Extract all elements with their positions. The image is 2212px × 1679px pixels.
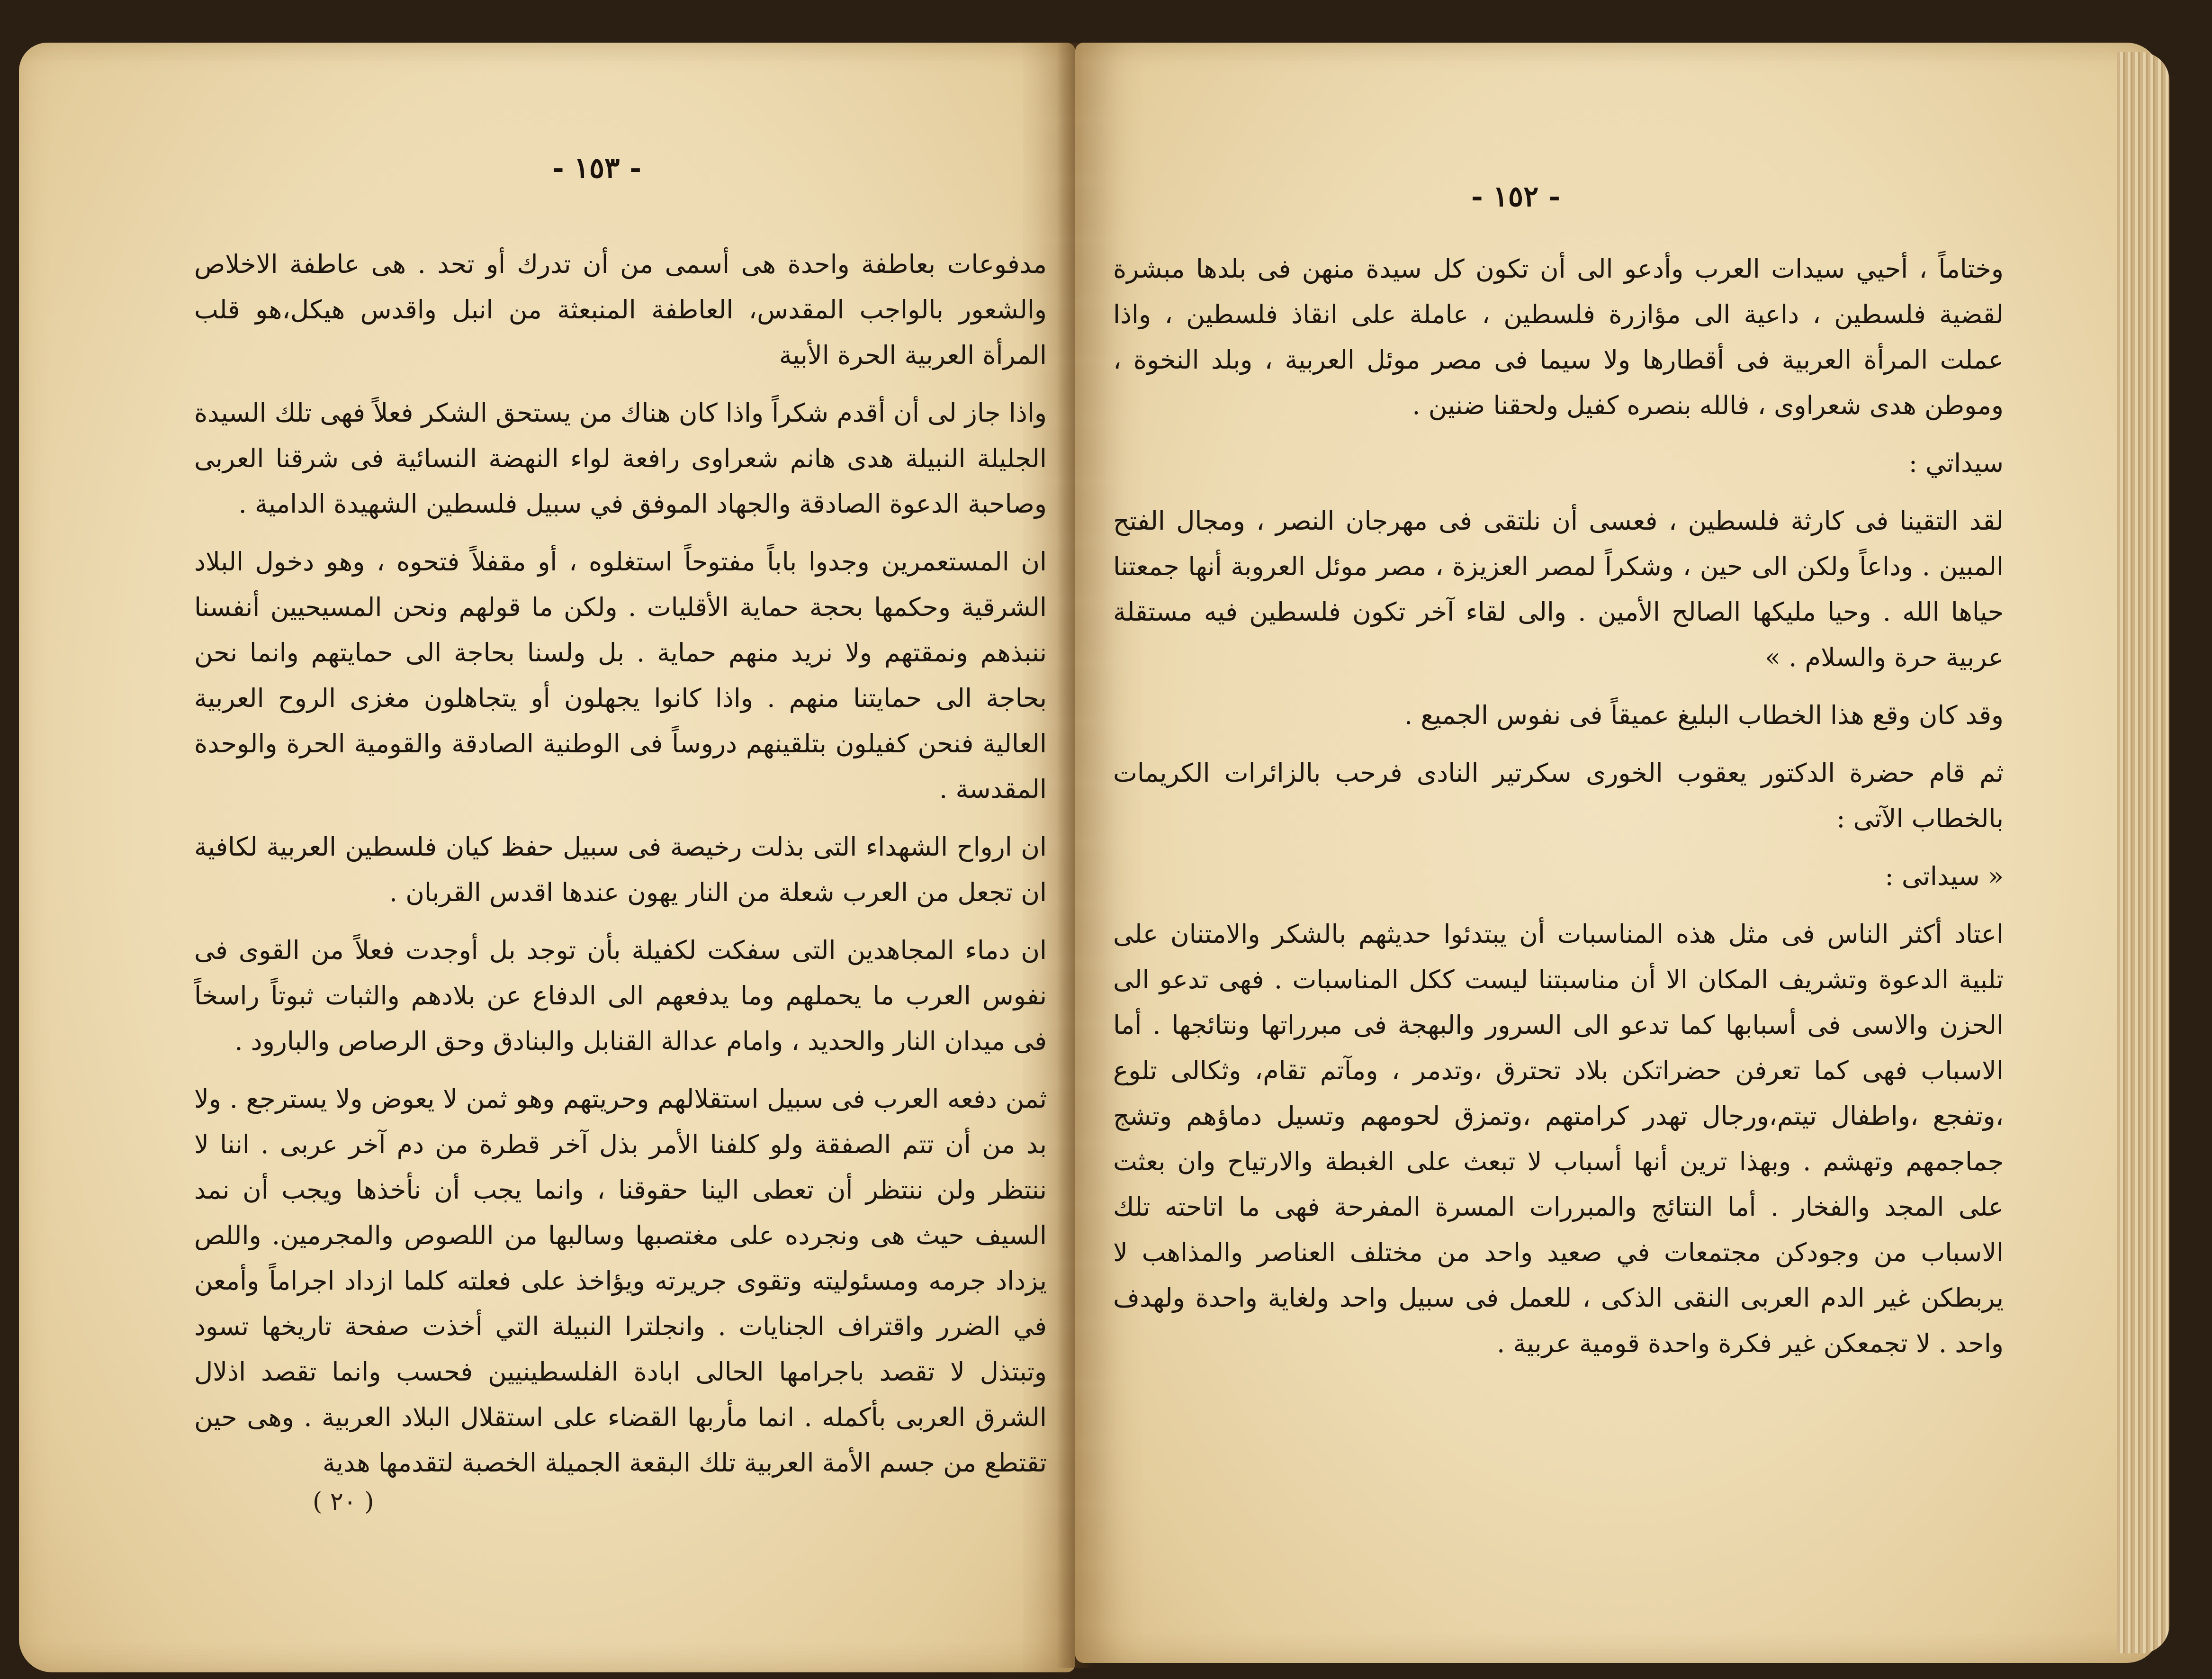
right-page-body (1113, 246, 2004, 1366)
signature-mark: ( ٢٠ ) (313, 1488, 374, 1516)
paragraph: وختاماً ، أحيي سيدات العرب وأدعو الى أن تكون كل سيدة منهن فى بلدها مبشرة لقضية فلسطين ، داعية الى مؤازرة فلسطين ، عاملة على انقاذ فلسطين ، واذا عملت المرأة العربية فى أقطارها ولا سيما فى مصر موئل العربية ، وبلد النخوة ، وموطن هدى شعراوى ، فالله بنصره كفيل ولحقنا ضنين . (1113, 254, 2004, 420)
paragraph: مدفوعات بعاطفة واحدة هى أسمى من أن تدرك أو تحد . هى عاطفة الاخلاص والشعور بالواجب المقدس، العاطفة المنبعثة من انبل واقدس هيكل،هو قلب المرأة العربية الحرة الأبية (194, 249, 1047, 370)
paragraph: ثم قام حضرة الدكتور يعقوب الخورى سكرتير النادى فرحب بالزائرات الكريمات بالخطاب الآتى : (1113, 758, 2004, 833)
paragraph: سيداتي : (1908, 448, 2004, 478)
page-number: - ١٥٣ - (552, 152, 642, 185)
left-page (19, 43, 1075, 1672)
paragraph: ثمن دفعه العرب فى سبيل استقلالهم وحريتهم وهو ثمن لا يعوض ولا يسترجع . ولا بد من أن تتم الصفقة ولو كلفنا الأمر بذل آخر قطرة من دم آخر عربى . اننا لا ننتظر ولن ننتظر أن تعطى الينا حقوقنا ، وانما يجب أن نأخذها ويجب أن نمد السيف حيث هى ونجرده على مغتصبها وسالبها من اللصوص والمجرمين. واللص يزداد جرمه ومسئوليته وتقوى جريرته ويؤاخذ على فعلته كلما ازداد اجراماً وأمعن في الضرر واقتراف الجنايات . وانجلترا النبيلة التي أخذت صفحة تاريخها تسود وتبتذل لا تقصد باجرامها الحالى ابادة الفلسطينيين فحسب وانما تقصد اذلال الشرق العربى بأكمله . انما مأربها القضاء على استقلال البلاد العربية . وهى حين تقتطع من جسم الأمة العربية تلك البقعة الجميلة الخصبة لتقدمها هدية (194, 1084, 1047, 1478)
left-page-body (194, 242, 1047, 1486)
paragraph: « سيداتى : (1885, 861, 2004, 891)
paragraph: ان المستعمرين وجدوا باباً مفتوحاً استغلوه ، أو مقفلاً فتحوه ، وهو دخول البلاد الشرقية وحكمها بحجة حماية الأقليات . ولكن ما قولهم ونحن المسيحيين أنفسنا ننبذهم ونمقتهم ولا نريد منهم حماية . بل ولسنا بحاجة الى حمايتهم وانما نحن بحاجة الى حمايتنا منهم . واذا كانوا يجهلون أو يتجاهلون مغزى الروح العربية العالية فنحن كفيلون بتلقينهم دروساً فى الوطنية الصادقة والقومية الحرة والوحدة المقدسة . (194, 547, 1047, 804)
right-page (1075, 43, 2160, 1663)
paragraph: اعتاد أكثر الناس فى مثل هذه المناسبات أن يبتدئوا حديثهم بالشكر والامتنان على تلبية الدعوة وتشريف المكان الا أن مناسبتنا ليست ككل المناسبات . فهى تدعو الى الحزن والاسى فى أسبابها كما تدعو الى السرور والبهجة فى مبرراتها ونتائجها . أما الاسباب فهى كما تعرفن حضراتكن بلاد تحترق ،وتدمر ، ومآتم تقام، وثكالى تلوع ،وتفجع ،واطفال تيتم،ورجال تهدر كرامتهم ،وتمزق لحومهم وتسيل دماؤهم وتشج جماجمهم وتهشم . وبهذا ترين أنها أسباب لا تبعث على الغبطة والارتياح وان بعثت على المجد والفخار . أما النتائج والمبررات المسرة المفرحة فهى ما اتاحته تلك الاسباب من وجودكن مجتمعات في صعيد واحد من مختلف العناصر والمذاهب لا يربطكن غير الدم العربى النقى الذكى ، للعمل فى سبيل واحد ولغاية واحدة ولهدف واحد . لا تجمعكن غير فكرة واحدة قومية عربية . (1113, 919, 2004, 1358)
paragraph: لقد التقينا فى كارثة فلسطين ، فعسى أن نلتقى فى مهرجان النصر ، ومجال الفتح المبين . وداعاً ولكن الى حين ، وشكراً لمصر العزيزة ، مصر موئل العروبة أنها جمعتنا حياها الله . وحيا مليكها الصالح الأمين . والى لقاء آخر تكون فلسطين فيه مستقلة عربية حرة والسلام . » (1113, 506, 2004, 672)
paragraph: ان دماء المجاهدين التى سفكت لكفيلة بأن توجد بل أوجدت فعلاً من القوى فى نفوس العرب ما يحملهم وما يدفعهم الى الدفاع عن بلادهم والثبات ثبوتاً راسخاً فى ميدان النار والحديد ، وامام عدالة القنابل والبنادق وحق الرصاص والبارود . (194, 935, 1047, 1056)
paragraph: وقد كان وقع هذا الخطاب البليغ عميقاً فى نفوس الجميع . (1404, 700, 2004, 730)
page-number: - ١٥٢ - (1471, 180, 1561, 213)
paragraph: ان ارواح الشهداء التى بذلت رخيصة فى سبيل حفظ كيان فلسطين العربية لكافية ان تجعل من العرب شعلة من النار يهون عندها اقدس القربان . (194, 832, 1047, 907)
paragraph: واذا جاز لى أن أقدم شكراً واذا كان هناك من يستحق الشكر فعلاً فهى تلك السيدة الجليلة النبيلة هدى هانم شعراوى رافعة لواء النهضة النسائية فى شرقنا العربى وصاحبة الدعوة الصادقة والجهاد الموفق في سبيل فلسطين الشهيدة الدامية . (194, 398, 1047, 519)
page-edges (2117, 52, 2169, 1653)
